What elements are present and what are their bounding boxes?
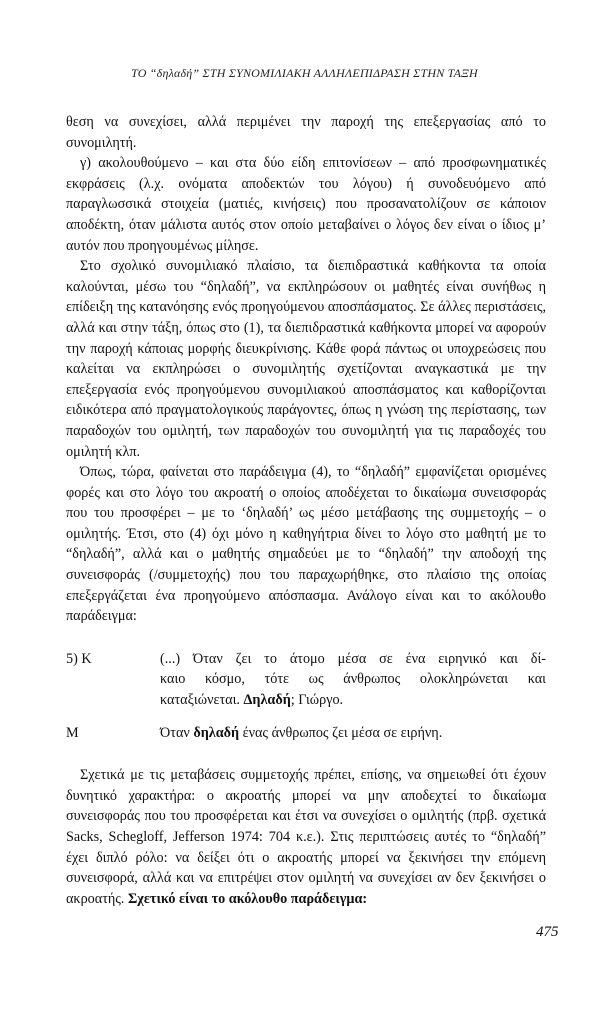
speaker-label-m: Μ [66,724,79,741]
paragraph-example-4-discussion: Όπως, τώρα, φαίνεται στο παράδειγμα (4), το “δηλαδή” εμφανίζεται ορισμένες φορές και στο λόγο του ακροατή ο οποίος αποδέχεται το δικαίωμα συνεισφοράς που του προσφέρει – με το ‘δηλαδή’ ως μέσο μετάβασης της συμμετοχής – ο ομιλητής. Έτσι, στο (4) όχι μόνο η καθηγήτρια δίνει το λόγο στο μαθητή με το “δηλαδή”, αλλά και ο μαθητής σημαδεύει με το “δηλαδή” την αποδοχή της συνεισφοράς (/συμμετοχής) που του παραχωρήθηκε, στο πλαίσιο της οποίας επεξεργάζεται ένα προηγούμενο απόσπασμα. Ανάλογο είναι και το ακόλουθο παράδειγμα: [66,464,546,625]
page-body [66,112,546,909]
paragraph-participation-transitions [66,765,546,909]
student-utterance [160,723,546,744]
student-text-end: ένας άνθρωπος ζει μέσα σε ειρήνη. [239,724,443,741]
paragraph-point-c: γ) ακολουθούμενο – και στα δύο είδη επιτονίσεων – από προσφωνηματικές εκφράσεις (λ.χ. ονόματα αποδεκτών του λόγου) ή συνοδευόμενο από παραγλωσσικά στοιχεία (ματιές, κινήσεις) που προσανατολίζουν σε κάποιον αποδέκτη, όταν μάλιστα αυτός στον οποίο μεταβαίνει ο λόγος δεν είναι ο ίδιος μ’ αυτόν που προηγουμένως μίλησε. [66,155,546,254]
teacher-line-3-text: καταξιώνεται. [160,692,244,709]
page-number: 475 [536,924,559,940]
teacher-utterance [160,649,546,711]
student-text-start: Όταν [160,724,194,741]
teacher-line-2: καιο κόσμο, τότε ως άνθρωπος ολοκληρώνεται και [160,671,546,688]
running-header: ΤΟ “δηλαδή” ΣΤΗ ΣΥΝΟΜΙΛΙΑΚΗ ΑΛΛΗΛΕΠΙΔΡΑΣΗ ΣΤΗΝ ΤΑΞΗ [131,66,478,80]
example-5-student-turn [66,723,546,744]
example-5-teacher-turn [66,649,546,711]
bold-diladi-student: δηλαδή [193,724,240,741]
paragraph-text: Σχετικά με τις μεταβάσεις συμμετοχής πρέπει, επίσης, να σημειωθεί ότι έχουν δυνητικό χαρακτήρα: ο ακροατής μπορεί να μην αποδεχτεί το δικαίωμα συνεισφοράς που του προσφέρεται και έτσι να συνεχίσει ο ομιλητής (πρβ. σχετικά Sacks, Schegloff, Jefferson 1974: 704 κ.ε.). Στις περιπτώσεις αυτές το “δηλαδή” έχει διπλό ρόλο: να δείξει ότι ο ακροατής μπορεί να ξεκινήσει την επόμενη συνεισφορά, αλλά και να επιτρέψει στον ομιλητή να συνεχίσει αν δεν ξεκινήσει ο ακροατής. [66,767,546,907]
example-number-speaker: 5) Κ [66,650,92,667]
bold-diladi: Δηλαδή [243,692,291,709]
bold-closing-sentence: Σχετικό είναι το ακόλουθο παράδειγμα: [124,890,368,907]
teacher-line-3 [160,690,546,711]
paragraph-school-context: Στο σχολικό συνομιλιακό πλαίσιο, τα διεπιδραστικά καθήκοντα τα οποία καλούνται, μέσω του “δηλαδή”, να εκπληρώσουν οι μαθητές είναι συνήθως η επίδειξη της κατανόησης ενός προηγούμενου αποσπάσματος. Σε άλλες περιστάσεις, αλλά και στην τάξη, όπως στο (1), τα διεπιδραστικά καθήκοντα μπορεί να αφορούν την παροχή κάποιας μορφής διευκρίνισης. Κάθε φορά πάντως οι υποχρεώσεις που καλείται να εκπληρώσει ο συνομιλητής σχετίζονται αναγκαστικά με την επεξεργασία ενός προηγούμενου συνομιλιακού αποσπάσματος και καθορίζονται ειδικότερα από πραγματολογικούς παράγοντες, όπως η γνώση της περίστασης, των παραδοχών του ομιλητή, των παραδοχών του συνομιλητή για τις παραδοχές του ομιλητή κλπ. [66,258,546,460]
teacher-line-3-end: ; Γιώργο. [290,692,344,709]
paragraph-continuation: θεση να συνεχίσει, αλλά περιμένει την παροχή της επεξεργασίας από το συνομιλητή. [66,114,546,151]
teacher-line-1: (...) Όταν ζει το άτομο μέσα σε ένα ειρηνικό και δί- [160,650,546,667]
